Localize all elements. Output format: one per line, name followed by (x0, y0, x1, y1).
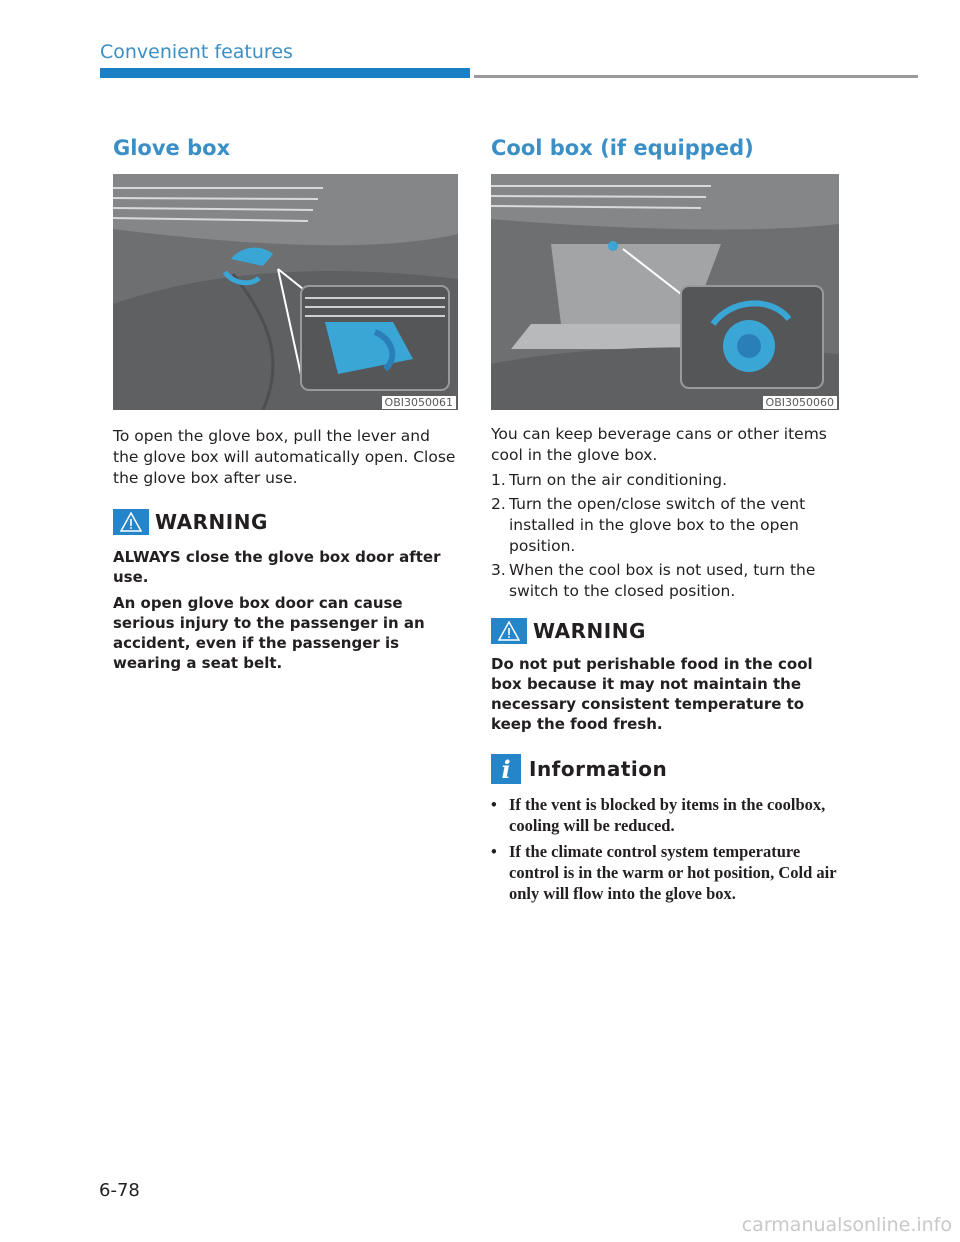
glove-box-illustration (113, 174, 458, 410)
warning-label: WARNING (155, 510, 268, 534)
warning-triangle-icon (113, 509, 149, 535)
figure-code: OBI3050061 (382, 396, 456, 409)
warning-paragraph: ALWAYS close the glove box door after use. (113, 548, 441, 586)
information-list (491, 794, 839, 904)
watermark: carmanualsonline.info (741, 1214, 952, 1236)
information-header (491, 754, 839, 784)
glove-box-title: Glove box (113, 136, 231, 160)
warning-header (113, 507, 458, 537)
step-item: 3. When the cool box is not used, turn the switch to the closed position. (491, 561, 816, 600)
cool-box-illustration (491, 174, 839, 410)
cool-box-steps (491, 470, 839, 602)
glove-box-figure (113, 174, 458, 410)
warning-header (491, 616, 839, 646)
info-icon: i (491, 754, 521, 784)
warning-paragraph: Do not put perishable food in the cool box because it may not maintain the necessary consistent temperature to keep the food fresh. (491, 655, 813, 733)
information-item: • If the climate control system temperature control is in the warm or hot position, Cold air only will flow into the glove box. (491, 842, 837, 903)
warning-triangle-icon (491, 618, 527, 644)
step-item: 1. Turn on the air conditioning. (491, 471, 728, 489)
page-number: 6-78 (99, 1180, 140, 1201)
cool-box-intro: You can keep beverage cans or other items cool in the glove box. (491, 425, 827, 464)
cool-box-section (491, 134, 839, 909)
glove-box-section (113, 134, 458, 673)
warning-label: WARNING (533, 619, 646, 643)
glove-box-instructions: To open the glove box, pull the lever and the glove box will automatically open. Close the glove box after use. (113, 427, 456, 487)
header-rule-accent (100, 68, 470, 78)
section-header: Convenient features (100, 41, 293, 63)
header-rule-gray (474, 75, 918, 78)
information-item: • If the vent is blocked by items in the coolbox, cooling will be reduced. (491, 795, 826, 835)
warning-paragraph: An open glove box door can cause serious injury to the passenger in an accident, even if the passenger is wearing a seat belt. (113, 594, 425, 672)
cool-box-title: Cool box (if equipped) (491, 136, 754, 160)
information-label: Information (529, 757, 668, 781)
step-item: 2. Turn the open/close switch of the vent installed in the glove box to the open position. (491, 495, 806, 555)
figure-code: OBI3050060 (763, 396, 837, 409)
cool-box-figure (491, 174, 839, 410)
